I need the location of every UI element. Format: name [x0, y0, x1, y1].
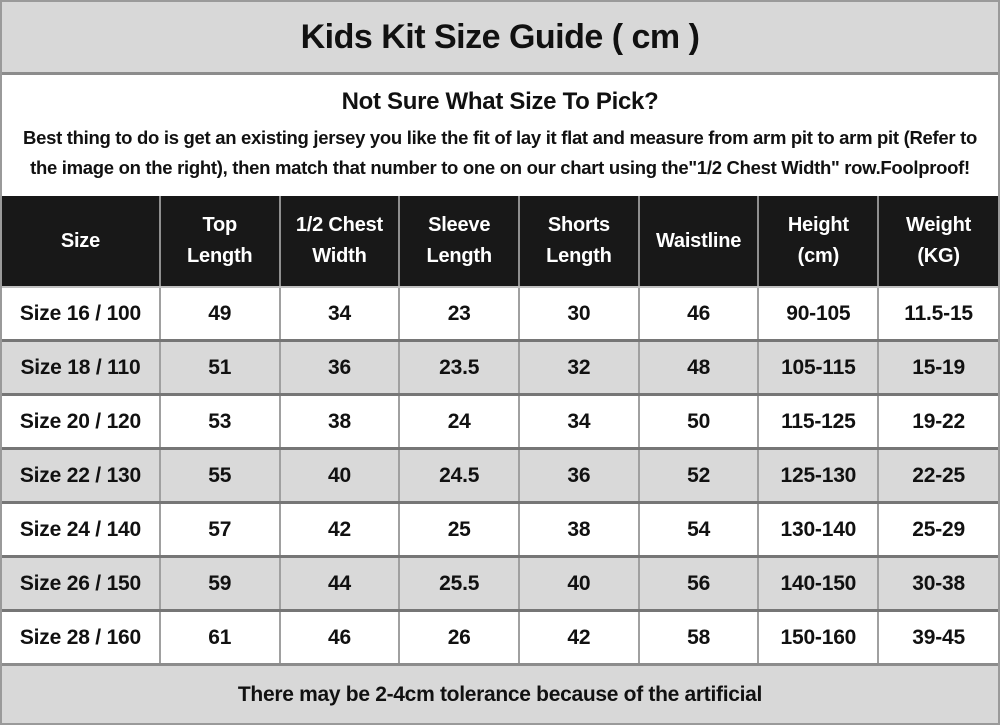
measurement-cell: 40	[519, 557, 639, 611]
measurement-cell: 42	[280, 503, 400, 557]
table-row	[2, 341, 998, 395]
size-label-cell: Size 18 / 110	[2, 341, 160, 395]
measurement-cell: 23	[399, 287, 519, 341]
info-body-text: Best thing to do is get an existing jersey you like the fit of lay it flat and measure from arm pit to arm pit (Refer to the image on the right), then match that number to one on our chart using the"1/2 Chest Width" row.Foolproof!	[23, 127, 977, 178]
size-label-cell: Size 24 / 140	[2, 503, 160, 557]
measurement-cell: 25.5	[399, 557, 519, 611]
measurement-cell: 58	[639, 611, 759, 664]
measurement-cell: 46	[639, 287, 759, 341]
measurement-cell: 51	[160, 341, 280, 395]
measurement-cell: 56	[639, 557, 759, 611]
measurement-cell: 25-29	[878, 503, 998, 557]
measurement-cell: 24	[399, 395, 519, 449]
table-row	[2, 287, 998, 341]
size-table	[2, 196, 998, 663]
measurement-cell: 34	[519, 395, 639, 449]
measurement-cell: 11.5-15	[878, 287, 998, 341]
size-table-body	[2, 287, 998, 663]
measurement-cell: 42	[519, 611, 639, 664]
measurement-cell: 24.5	[399, 449, 519, 503]
measurement-cell: 50	[639, 395, 759, 449]
table-row	[2, 503, 998, 557]
measurement-cell: 52	[639, 449, 759, 503]
column-header: Size	[2, 196, 160, 287]
measurement-cell: 61	[160, 611, 280, 664]
measurement-cell: 15-19	[878, 341, 998, 395]
measurement-cell: 49	[160, 287, 280, 341]
size-label-cell: Size 26 / 150	[2, 557, 160, 611]
measurement-cell: 130-140	[758, 503, 878, 557]
measurement-cell: 38	[519, 503, 639, 557]
measurement-cell: 90-105	[758, 287, 878, 341]
column-header: Weight (KG)	[878, 196, 998, 287]
size-label-cell: Size 28 / 160	[2, 611, 160, 664]
measurement-cell: 30	[519, 287, 639, 341]
column-header: Waistline	[639, 196, 759, 287]
info-section	[2, 75, 998, 196]
page-title: Kids Kit Size Guide ( cm )	[300, 17, 700, 56]
measurement-cell: 36	[519, 449, 639, 503]
column-header: Top Length	[160, 196, 280, 287]
measurement-cell: 140-150	[758, 557, 878, 611]
tolerance-note: There may be 2-4cm tolerance because of the artificial	[237, 682, 763, 706]
measurement-cell: 25	[399, 503, 519, 557]
column-header: Height (cm)	[758, 196, 878, 287]
measurement-cell: 54	[639, 503, 759, 557]
measurement-cell: 115-125	[758, 395, 878, 449]
measurement-cell: 44	[280, 557, 400, 611]
title-band	[2, 2, 998, 75]
measurement-cell: 23.5	[399, 341, 519, 395]
measurement-cell: 34	[280, 287, 400, 341]
measurement-cell: 46	[280, 611, 400, 664]
measurement-cell: 57	[160, 503, 280, 557]
measurement-cell: 38	[280, 395, 400, 449]
footer-band	[2, 663, 998, 723]
size-label-cell: Size 20 / 120	[2, 395, 160, 449]
column-header: Shorts Length	[519, 196, 639, 287]
measurement-cell: 105-115	[758, 341, 878, 395]
measurement-cell: 53	[160, 395, 280, 449]
column-header: 1/2 Chest Width	[280, 196, 400, 287]
measurement-cell: 59	[160, 557, 280, 611]
measurement-cell: 125-130	[758, 449, 878, 503]
measurement-cell: 39-45	[878, 611, 998, 664]
table-row	[2, 395, 998, 449]
size-label-cell: Size 22 / 130	[2, 449, 160, 503]
header-row	[2, 196, 998, 287]
measurement-cell: 55	[160, 449, 280, 503]
size-table-header	[2, 196, 998, 287]
measurement-cell: 36	[280, 341, 400, 395]
measurement-cell: 26	[399, 611, 519, 664]
measurement-cell: 32	[519, 341, 639, 395]
measurement-cell: 22-25	[878, 449, 998, 503]
table-row	[2, 611, 998, 664]
measurement-cell: 19-22	[878, 395, 998, 449]
measurement-cell: 40	[280, 449, 400, 503]
info-heading: Not Sure What Size To Pick?	[341, 88, 659, 115]
table-row	[2, 449, 998, 503]
table-row	[2, 557, 998, 611]
size-label-cell: Size 16 / 100	[19, 301, 142, 325]
column-header: Sleeve Length	[399, 196, 519, 287]
measurement-cell: 48	[639, 341, 759, 395]
measurement-cell: 30-38	[878, 557, 998, 611]
measurement-cell: 150-160	[758, 611, 878, 664]
